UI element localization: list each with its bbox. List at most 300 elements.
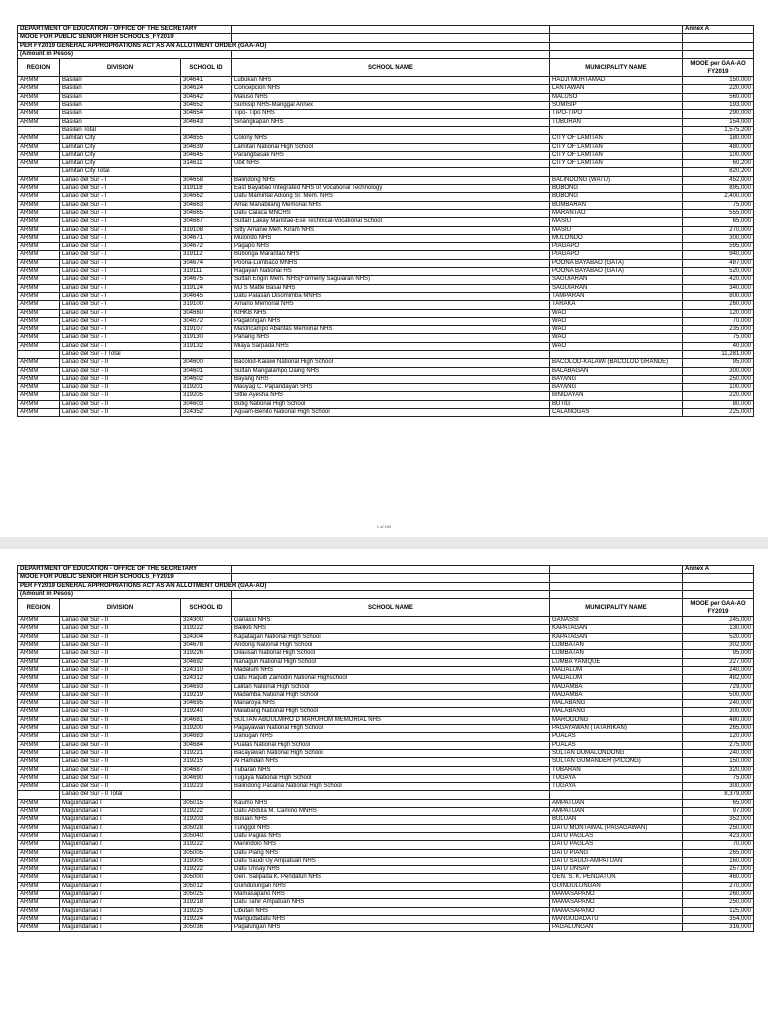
cell-municipality: PAGALUNGAN <box>550 924 683 932</box>
cell-mooe-amount: 250,000 <box>683 824 754 832</box>
cell-region: ARMM <box>18 400 60 408</box>
cell-municipality: TAMPARAN <box>550 292 683 300</box>
cell-mooe-amount: 260,000 <box>683 890 754 898</box>
cell-school-name: Poona-Lumbaco MNHS <box>232 259 550 267</box>
cell-school-name: Manaroya NHS <box>232 700 550 708</box>
cell-region: ARMM <box>18 317 60 325</box>
column-header-mooe: MOOE per GAA-AO FY2019 <box>683 599 754 617</box>
table-row <box>18 766 754 774</box>
cell-mooe-amount: 227,000 <box>683 658 754 666</box>
cell-region: ARMM <box>18 251 60 259</box>
table-row <box>18 758 754 766</box>
table-row <box>18 160 754 168</box>
cell-mooe-amount: 65,000 <box>683 218 754 226</box>
cell-municipality: MAROGONG <box>550 716 683 724</box>
cell-school-id: 324300 <box>181 617 232 625</box>
cell-school-name: Kapatagan National High School <box>232 633 550 641</box>
cell-municipality: DATU PAGLAS <box>550 832 683 840</box>
cell-school-id: 305005 <box>181 849 232 857</box>
table-row <box>18 359 754 367</box>
cell-region: ARMM <box>18 284 60 292</box>
cell-division: Lanao del Sur - II <box>60 625 181 633</box>
cell-region: ARMM <box>18 907 60 915</box>
cell-municipality: MULONDO <box>550 234 683 242</box>
cell-division: Lanao del Sur - I <box>60 226 181 234</box>
cell-mooe-amount: 150,000 <box>683 758 754 766</box>
cell-division: Lanao del Sur - II <box>60 409 181 417</box>
cell-region: ARMM <box>18 102 60 110</box>
cell-division: Lanao del Sur - II <box>60 642 181 650</box>
cell-school-name: Lubukan NHS <box>232 77 550 85</box>
header-line-1: DEPARTMENT OF EDUCATION - OFFICE OF THE SECRETARY <box>18 566 232 574</box>
cell-school-id: 305036 <box>181 924 232 932</box>
table-row <box>18 733 754 741</box>
cell-division: Lanao del Sur - II <box>60 733 181 741</box>
cell-municipality: WAO <box>550 342 683 350</box>
cell-division: Lanao del Sur - II <box>60 749 181 757</box>
cell-school-name: Mastricampo Abantas Memorial NHS <box>232 326 550 334</box>
cell-division: Lanao del Sur - II <box>60 658 181 666</box>
cell-school-id: 304683 <box>181 733 232 741</box>
cell-region <box>18 791 60 799</box>
cell-region: ARMM <box>18 135 60 143</box>
cell-region: ARMM <box>18 160 60 168</box>
cell-municipality: KAPATAGAN <box>550 625 683 633</box>
cell-division: Lanao del Sur - I <box>60 309 181 317</box>
cell-school-name <box>232 350 550 358</box>
cell-mooe-amount: 240,000 <box>683 700 754 708</box>
cell-division: Maguindanao I <box>60 890 181 898</box>
mooe-table-page-2 <box>17 565 754 932</box>
cell-municipality: BULUAN <box>550 816 683 824</box>
cell-school-name: Mauyag C. Papandayan SHS <box>232 384 550 392</box>
cell-mooe-amount: 257,000 <box>683 866 754 874</box>
cell-school-id: 304602 <box>181 375 232 383</box>
cell-municipality: PIAGAPO <box>550 251 683 259</box>
cell-school-id: 305012 <box>181 882 232 890</box>
header-line-2: MOOE FOR PUBLIC SENIOR HIGH SCHOOLS_FY2019 <box>18 574 232 582</box>
cell-region: ARMM <box>18 741 60 749</box>
table-row <box>18 176 754 184</box>
cell-school-id: 305000 <box>181 874 232 882</box>
cell-school-name: Lalitan National High School <box>232 683 550 691</box>
cell-school-name: East Bayabao Integrated NHS of Vocational Technology <box>232 185 550 193</box>
cell-municipality: AMPATUAN <box>550 799 683 807</box>
cell-region: ARMM <box>18 774 60 782</box>
cell-school-name: Buluan NHS <box>232 816 550 824</box>
cell-municipality: MALUSO <box>550 93 683 101</box>
annex-label: Annex A <box>683 26 754 34</box>
cell-region: ARMM <box>18 890 60 898</box>
cell-school-name: Colony NHS <box>232 135 550 143</box>
table-row <box>18 226 754 234</box>
table-row <box>18 268 754 276</box>
cell-school-name: Libutan NHS <box>232 907 550 915</box>
cell-school-id: 319124 <box>181 284 232 292</box>
cell-region: ARMM <box>18 617 60 625</box>
cell-school-id: 324312 <box>181 675 232 683</box>
cell-school-id: 319100 <box>181 301 232 309</box>
cell-division: Lanao del Sur - I <box>60 342 181 350</box>
cell-region: ARMM <box>18 691 60 699</box>
cell-school-name: Madalum NHS <box>232 666 550 674</box>
cell-school-name: Amai Manabilang Memorial NHS <box>232 201 550 209</box>
cell-region: ARMM <box>18 666 60 674</box>
cell-municipality: SUMISIP <box>550 102 683 110</box>
cell-school-name: Aguam-Benito National High School <box>232 409 550 417</box>
cell-school-name: Pagapo NHS <box>232 243 550 251</box>
cell-school-name: Mangudadatu NHS <box>232 915 550 923</box>
cell-municipality: AMPATUAN <box>550 808 683 816</box>
table-row <box>18 783 754 791</box>
cell-school-name: Sittie Ayesha NHS <box>232 392 550 400</box>
table-row <box>18 650 754 658</box>
cell-school-id: 304695 <box>181 700 232 708</box>
table-row <box>18 816 754 824</box>
cell-mooe-amount: 80,000 <box>683 400 754 408</box>
cell-division: Basilan <box>60 77 181 85</box>
cell-division: Lanao del Sur - II <box>60 741 181 749</box>
cell-municipality: TIPO-TIPO <box>550 110 683 118</box>
cell-school-id: 304678 <box>181 642 232 650</box>
table-row <box>18 915 754 923</box>
cell-region <box>18 168 60 176</box>
column-header-division: DIVISION <box>60 59 181 77</box>
cell-school-id: 319218 <box>181 899 232 907</box>
column-header-region: REGION <box>18 599 60 617</box>
table-row <box>18 633 754 641</box>
cell-school-id: 304690 <box>181 774 232 782</box>
cell-division: Lanao del Sur - II <box>60 633 181 641</box>
cell-division: Lanao del Sur - II <box>60 691 181 699</box>
cell-division: Lanao del Sur - I <box>60 259 181 267</box>
cell-mooe-amount: 240,000 <box>683 749 754 757</box>
cell-school-id: 304639 <box>181 143 232 151</box>
cell-mooe-amount: 302,000 <box>683 642 754 650</box>
header-line-1: DEPARTMENT OF EDUCATION - OFFICE OF THE SECRETARY <box>18 26 232 34</box>
cell-mooe-amount: 316,000 <box>683 924 754 932</box>
cell-division: Basilan <box>60 110 181 118</box>
cell-division: Lanao del Sur - II <box>60 384 181 392</box>
cell-school-id: 319222 <box>181 808 232 816</box>
table-row <box>18 824 754 832</box>
cell-mooe-amount: 100,000 <box>683 384 754 392</box>
cell-region: ARMM <box>18 151 60 159</box>
cell-region: ARMM <box>18 749 60 757</box>
cell-mooe-amount: 300,000 <box>683 783 754 791</box>
cell-school-name: Maluso NHS <box>232 93 550 101</box>
cell-school-name: Sultan Engin Mem. NHS(Formerly Saguiaran NHS) <box>232 276 550 284</box>
table-row <box>18 691 754 699</box>
table-row <box>18 375 754 383</box>
cell-division: Lanao del Sur - II <box>60 375 181 383</box>
cell-division: Lamitan City Total <box>60 168 181 176</box>
cell-school-id: 304603 <box>181 400 232 408</box>
header-line-2: MOOE FOR PUBLIC SENIOR HIGH SCHOOLS_FY2019 <box>18 34 232 42</box>
table-row <box>18 334 754 342</box>
table-row <box>18 841 754 849</box>
division-total-row <box>18 126 754 134</box>
cell-municipality: MALABANG <box>550 708 683 716</box>
cell-school-id: 304687 <box>181 766 232 774</box>
cell-mooe-amount: 95,000 <box>683 650 754 658</box>
cell-municipality: MADAMBA <box>550 691 683 699</box>
table-row <box>18 400 754 408</box>
cell-school-name: Guindulungan NHS <box>232 882 550 890</box>
cell-mooe-amount: 250,000 <box>683 899 754 907</box>
cell-municipality: SAGUIARAN <box>550 276 683 284</box>
cell-region: ARMM <box>18 866 60 874</box>
cell-mooe-amount: 2,400,000 <box>683 193 754 201</box>
table-row <box>18 284 754 292</box>
cell-mooe-amount: 895,000 <box>683 185 754 193</box>
cell-region: ARMM <box>18 268 60 276</box>
cell-school-name: Sultan Lakay Maristae-Ese Technical-Vocational School <box>232 218 550 226</box>
cell-region: ARMM <box>18 292 60 300</box>
cell-mooe-amount: 245,000 <box>683 617 754 625</box>
cell-school-id: 319200 <box>181 725 232 733</box>
cell-division: Lanao del Sur - I <box>60 317 181 325</box>
cell-region: ARMM <box>18 326 60 334</box>
cell-school-name: Datu Saudi Uy Ampatuan NHS <box>232 857 550 865</box>
table-row <box>18 716 754 724</box>
cell-municipality: BAYANG <box>550 384 683 392</box>
cell-school-id: 319223 <box>181 783 232 791</box>
cell-division: Lanao del Sur - I <box>60 176 181 184</box>
cell-school-name: Dilausan National High School <box>232 650 550 658</box>
cell-school-id: 304642 <box>181 93 232 101</box>
table-row <box>18 808 754 816</box>
cell-division: Maguindanao I <box>60 849 181 857</box>
cell-division: Lanao del Sur - II <box>60 774 181 782</box>
cell-school-id: 319219 <box>181 691 232 699</box>
cell-school-id: 324310 <box>181 666 232 674</box>
cell-school-name: Mamasapano NHS <box>232 890 550 898</box>
table-row <box>18 774 754 782</box>
cell-division: Lanao del Sur - II <box>60 766 181 774</box>
cell-school-name: Nanagun National High School <box>232 658 550 666</box>
cell-region: ARMM <box>18 367 60 375</box>
cell-division: Lanao del Sur - II <box>60 650 181 658</box>
cell-division: Lanao del Sur - II <box>60 725 181 733</box>
cell-school-name: Sumisip NHS-Manggal Annex <box>232 102 550 110</box>
header-line-3: PER FY2019 GENERAL APPROPRIATIONS ACT AS AN ALLOTMENT ORDER (GAA-AO) <box>18 582 550 590</box>
cell-region: ARMM <box>18 683 60 691</box>
cell-school-name: Danugan NHS <box>232 733 550 741</box>
table-row <box>18 367 754 375</box>
table-row <box>18 234 754 242</box>
cell-mooe-amount: 340,000 <box>683 284 754 292</box>
cell-school-name: Bubonga Marantao NHS <box>232 251 550 259</box>
cell-region: ARMM <box>18 808 60 816</box>
cell-school-id: 314611 <box>181 160 232 168</box>
division-total-row <box>18 350 754 358</box>
cell-mooe-amount: 130,000 <box>683 625 754 633</box>
cell-municipality: KAPATAGAN <box>550 633 683 641</box>
cell-mooe-amount: 300,000 <box>683 708 754 716</box>
cell-school-id <box>181 168 232 176</box>
cell-school-id <box>181 791 232 799</box>
cell-mooe-amount: 820,200 <box>683 168 754 176</box>
cell-municipality: CALANOGAS <box>550 409 683 417</box>
cell-school-name: Ubit NHS <box>232 160 550 168</box>
cell-mooe-amount: 320,000 <box>683 766 754 774</box>
cell-region: ARMM <box>18 334 60 342</box>
cell-municipality: WAO <box>550 334 683 342</box>
cell-mooe-amount: 125,000 <box>683 907 754 915</box>
cell-school-id: 304674 <box>181 259 232 267</box>
cell-region: ARMM <box>18 359 60 367</box>
cell-division: Lanao del Sur - II <box>60 359 181 367</box>
table-row <box>18 675 754 683</box>
cell-school-id: 319132 <box>181 342 232 350</box>
cell-mooe-amount: 520,000 <box>683 268 754 276</box>
cell-school-name: Manindolo NHS <box>232 841 550 849</box>
cell-municipality: SULTAN DUMALONDONG <box>550 749 683 757</box>
cell-school-name: Datu Piang NHS <box>232 849 550 857</box>
column-header-school-name: SCHOOL NAME <box>232 599 550 617</box>
header-line-3: PER FY2019 GENERAL APPROPRIATIONS ACT AS AN ALLOTMENT ORDER (GAA-AO) <box>18 42 550 50</box>
table-row <box>18 251 754 259</box>
cell-municipality: LANTAWAN <box>550 85 683 93</box>
cell-region: ARMM <box>18 110 60 118</box>
cell-municipality: LUMBATAN <box>550 642 683 650</box>
cell-school-id: 319240 <box>181 708 232 716</box>
cell-mooe-amount: 180,000 <box>683 135 754 143</box>
table-row <box>18 193 754 201</box>
cell-region: ARMM <box>18 85 60 93</box>
cell-municipality: POONA BAYABAO (GATA) <box>550 259 683 267</box>
cell-school-id: 304671 <box>181 234 232 242</box>
cell-division: Lanao del Sur - I <box>60 185 181 193</box>
table-row <box>18 292 754 300</box>
cell-mooe-amount: 160,000 <box>683 857 754 865</box>
cell-region: ARMM <box>18 799 60 807</box>
table-row <box>18 857 754 865</box>
cell-division: Lanao del Sur - II <box>60 675 181 683</box>
cell-division: Lanao del Sur - I <box>60 284 181 292</box>
cell-division: Maguindanao I <box>60 924 181 932</box>
cell-school-id <box>181 350 232 358</box>
table-row <box>18 243 754 251</box>
cell-region: ARMM <box>18 375 60 383</box>
cell-mooe-amount: 240,000 <box>683 666 754 674</box>
cell-mooe-amount: 800,000 <box>683 292 754 300</box>
mooe-table-page-1 <box>17 25 754 417</box>
cell-region: ARMM <box>18 218 60 226</box>
cell-school-id: 304600 <box>181 359 232 367</box>
header-line-4: (Amount in Pesos) <box>18 590 232 598</box>
cell-municipality: SAGUIARAN <box>550 284 683 292</box>
table-body-page-1 <box>18 77 754 417</box>
cell-school-id: 319222 <box>181 866 232 874</box>
cell-mooe-amount: 420,000 <box>683 276 754 284</box>
cell-municipality: SULTAN GUMANDER (PICONG) <box>550 758 683 766</box>
cell-school-id: 304645 <box>181 292 232 300</box>
column-header-division: DIVISION <box>60 599 181 617</box>
cell-municipality: GUINDULUNGAN <box>550 882 683 890</box>
cell-region: ARMM <box>18 849 60 857</box>
cell-school-id: 304645 <box>181 151 232 159</box>
cell-municipality: BAYANG <box>550 375 683 383</box>
cell-school-name: Butig National High School <box>232 400 550 408</box>
cell-municipality: MASIU <box>550 226 683 234</box>
cell-region: ARMM <box>18 783 60 791</box>
cell-mooe-amount: 423,000 <box>683 832 754 840</box>
column-header-school-name: SCHOOL NAME <box>232 59 550 77</box>
cell-school-name: Pagayawan National High School <box>232 725 550 733</box>
column-header-mooe: MOOE per GAA-AO FY2019 <box>683 59 754 77</box>
cell-school-name: Tipo- Tipo NHS <box>232 110 550 118</box>
table-row <box>18 700 754 708</box>
cell-mooe-amount: 40,000 <box>683 342 754 350</box>
cell-division: Lanao del Sur - I <box>60 301 181 309</box>
cell-mooe-amount: 75,000 <box>683 334 754 342</box>
table-row <box>18 85 754 93</box>
cell-municipality: MADALUM <box>550 675 683 683</box>
cell-school-name: Sinangkapan NHS <box>232 118 550 126</box>
cell-municipality: MARANTAO <box>550 209 683 217</box>
cell-division: Maguindanao I <box>60 874 181 882</box>
cell-school-id: 304655 <box>181 135 232 143</box>
cell-municipality: DATU MONTAWAL (PAGAGAWAN) <box>550 824 683 832</box>
cell-municipality: DATU UNSAY <box>550 866 683 874</box>
cell-region: ARMM <box>18 716 60 724</box>
cell-municipality: TUBARAN <box>550 766 683 774</box>
division-total-row <box>18 791 754 799</box>
cell-school-name: Datu Paglas NHS <box>232 832 550 840</box>
table-row <box>18 143 754 151</box>
cell-division: Lanao del Sur - I <box>60 268 181 276</box>
cell-school-id <box>181 126 232 134</box>
header-line-4: (Amount in Pesos) <box>18 50 232 58</box>
cell-region: ARMM <box>18 841 60 849</box>
cell-division: Lanao del Sur - II <box>60 666 181 674</box>
cell-division: Maguindanao I <box>60 824 181 832</box>
cell-region: ARMM <box>18 93 60 101</box>
table-row <box>18 110 754 118</box>
table-row <box>18 882 754 890</box>
cell-division: Lanao del Sur - I <box>60 326 181 334</box>
cell-municipality: PUALAS <box>550 733 683 741</box>
cell-region: ARMM <box>18 650 60 658</box>
cell-school-id: 304660 <box>181 309 232 317</box>
cell-municipality <box>550 791 683 799</box>
cell-school-name: Pagalongan NHS <box>232 317 550 325</box>
cell-municipality: HADJI MUHTAMAD <box>550 77 683 85</box>
cell-region: ARMM <box>18 758 60 766</box>
cell-school-id: 304662 <box>181 193 232 201</box>
cell-division: Lamitan City <box>60 160 181 168</box>
cell-school-id: 319305 <box>181 857 232 865</box>
table-row <box>18 924 754 932</box>
cell-school-name: Balikib NHS <box>232 625 550 633</box>
cell-school-name <box>232 126 550 134</box>
cell-division: Lanao del Sur - II <box>60 716 181 724</box>
cell-municipality <box>550 126 683 134</box>
table-row <box>18 384 754 392</box>
cell-municipality: WAO <box>550 309 683 317</box>
cell-mooe-amount: 452,000 <box>683 176 754 184</box>
cell-division: Lanao del Sur - II <box>60 708 181 716</box>
cell-region: ARMM <box>18 234 60 242</box>
cell-school-name <box>232 791 550 799</box>
document-page-2 <box>0 549 768 1024</box>
cell-region: ARMM <box>18 193 60 201</box>
annex-label: Annex A <box>683 566 754 574</box>
cell-mooe-amount: 120,000 <box>683 309 754 317</box>
cell-school-name: Sitty Amanie Meh. Kiram NHS <box>232 226 550 234</box>
